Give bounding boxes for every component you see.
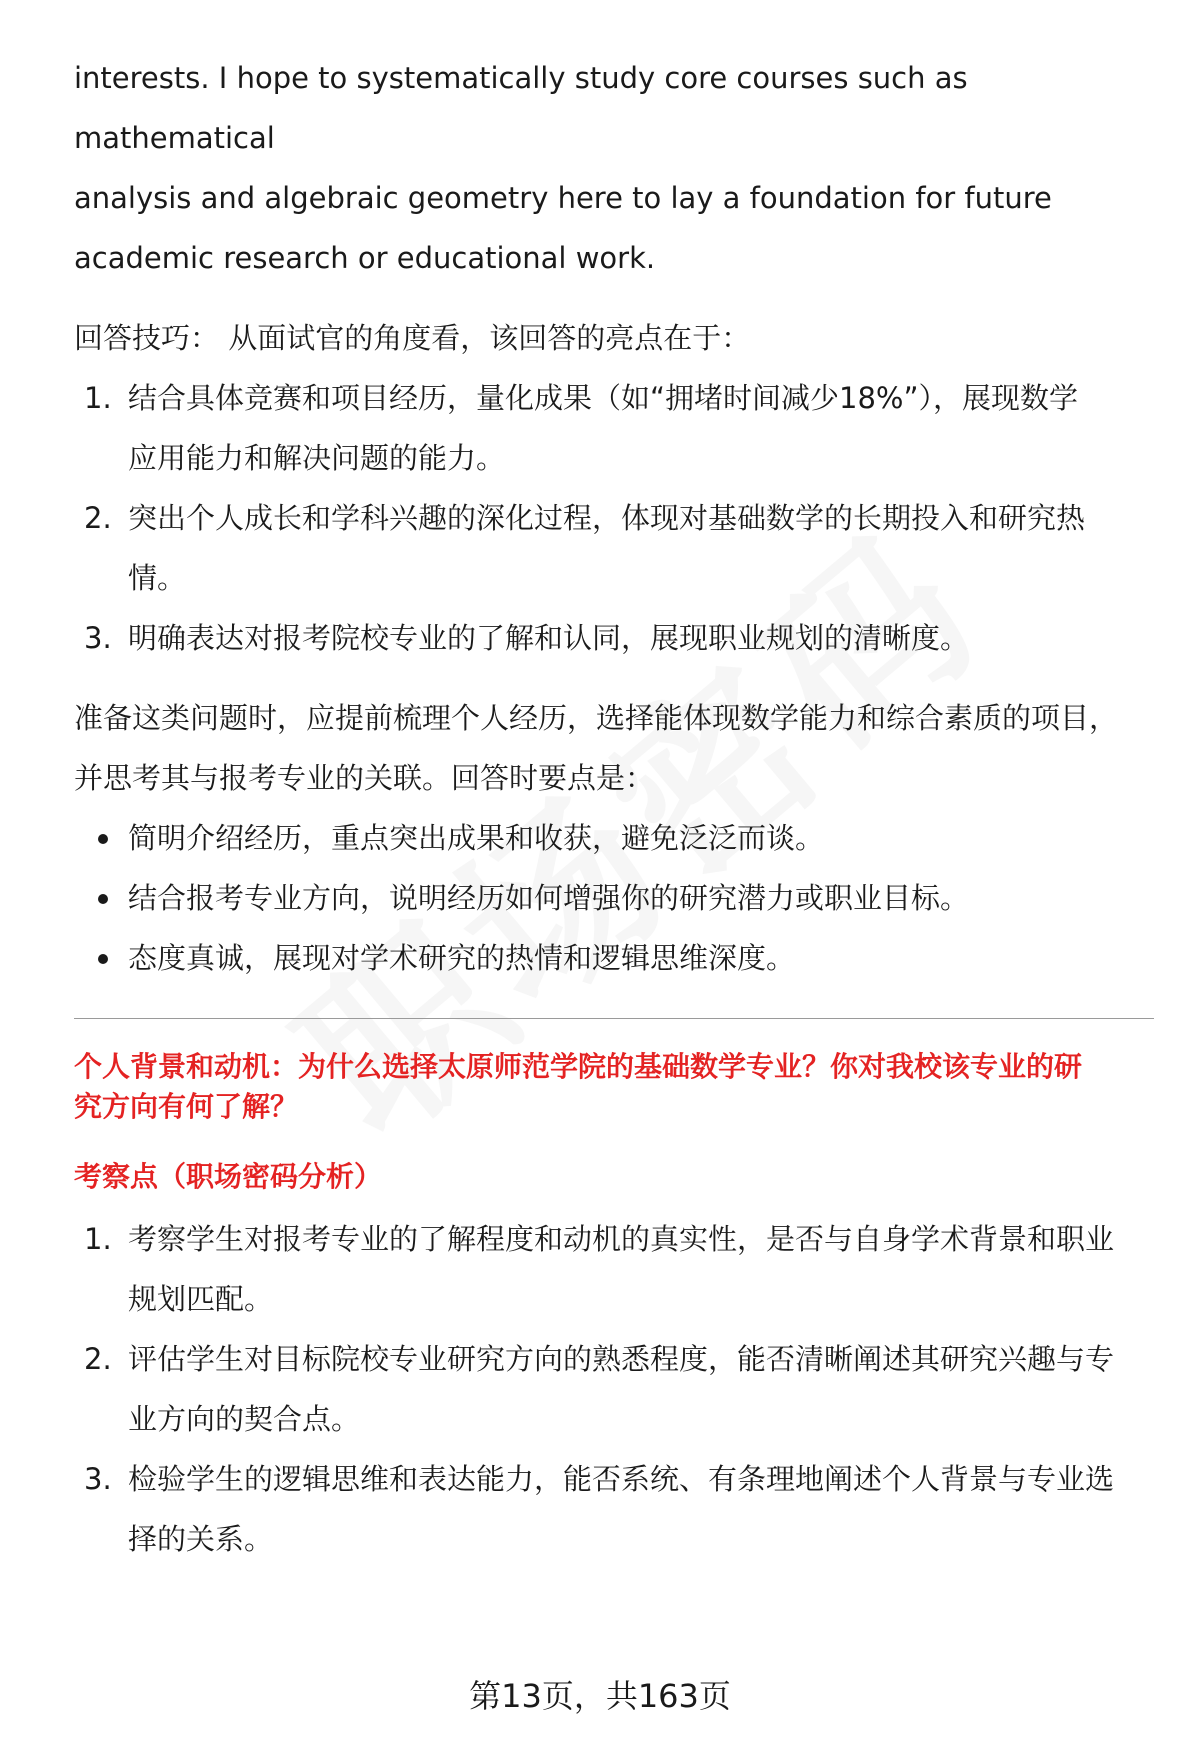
list-item (74, 1329, 1154, 1449)
tips-label: 回答技巧： (74, 321, 220, 355)
question-line: 个人背景和动机：为什么选择太原师范学院的基础数学专业？你对我校该专业的研 (74, 1050, 1083, 1083)
bullet-dot-icon (98, 894, 108, 904)
list-number: 1. (84, 1222, 112, 1256)
bullet-dot-icon (98, 834, 108, 844)
list-item (74, 488, 1154, 608)
list-item-text: 结合具体竞赛和项目经历，量化成果（如“拥堵时间减少18%”），展现数学 (128, 381, 1079, 415)
list-number: 3. (84, 621, 112, 655)
intro-line: analysis and algebraic geometry here to lay a foundation for future (74, 181, 1052, 215)
exam-point-list (74, 1209, 1154, 1569)
section-divider (74, 1018, 1154, 1019)
question-line: 究方向有何了解？ (74, 1090, 299, 1123)
list-item-text: 态度真诚，展现对学术研究的热情和逻辑思维深度。 (128, 941, 796, 975)
list-item (74, 1449, 1154, 1569)
tips-text: 从面试官的角度看，该回答的亮点在于： (228, 321, 751, 355)
bullet-dot-icon (98, 954, 108, 964)
prep-line: 准备这类问题时，应提前梳理个人经历，选择能体现数学能力和综合素质的项目， (74, 701, 1119, 735)
list-item-text: 检验学生的逻辑思维和表达能力，能否系统、有条理地阐述个人背景与专业选 (128, 1462, 1115, 1496)
question-heading (74, 1047, 1154, 1127)
intro-paragraph (74, 48, 1154, 288)
prep-paragraph (74, 688, 1154, 808)
list-item-text: 简明介绍经历，重点突出成果和收获，避免泛泛而谈。 (128, 821, 825, 855)
list-item (74, 928, 1154, 988)
list-item-text: 明确表达对报考院校专业的了解和认同，展现职业规划的清晰度。 (128, 621, 970, 655)
list-item (74, 808, 1154, 868)
list-item (74, 868, 1154, 928)
page-number: 第13页，共163页 (469, 1677, 731, 1715)
list-item-text: 情。 (128, 561, 187, 595)
list-item-text: 规划匹配。 (128, 1282, 274, 1316)
tips-paragraph (74, 308, 1154, 368)
document-page (74, 48, 1154, 1569)
bullet-list (74, 808, 1154, 988)
list-item-text: 考察学生对报考专业的了解程度和动机的真实性，是否与自身学术背景和职业 (128, 1222, 1115, 1256)
tips-list (74, 368, 1154, 668)
list-item (74, 368, 1154, 488)
list-item-text: 业方向的契合点。 (128, 1402, 361, 1436)
list-item-text: 评估学生对目标院校专业研究方向的熟悉程度，能否清晰阐述其研究兴趣与专 (128, 1342, 1115, 1376)
list-item (74, 1209, 1154, 1329)
list-item-text: 突出个人成长和学科兴趣的深化过程，体现对基础数学的长期投入和研究热 (128, 501, 1086, 535)
list-number: 2. (84, 501, 112, 535)
list-item (74, 608, 1154, 668)
list-number: 2. (84, 1342, 112, 1376)
prep-line: 并思考其与报考专业的关联。回答时要点是： (74, 761, 655, 795)
exam-point-title: 考察点（职场密码分析） (74, 1160, 383, 1193)
list-number: 3. (84, 1462, 112, 1496)
list-item-text: 择的关系。 (128, 1522, 274, 1556)
list-item-text: 结合报考专业方向，说明经历如何增强你的研究潜力或职业目标。 (128, 881, 970, 915)
list-item-text: 应用能力和解决问题的能力。 (128, 441, 506, 475)
intro-line: interests. I hope to systematically study core courses such as mathematical (74, 61, 968, 155)
list-number: 1. (84, 381, 112, 415)
intro-line: academic research or educational work. (74, 241, 656, 275)
